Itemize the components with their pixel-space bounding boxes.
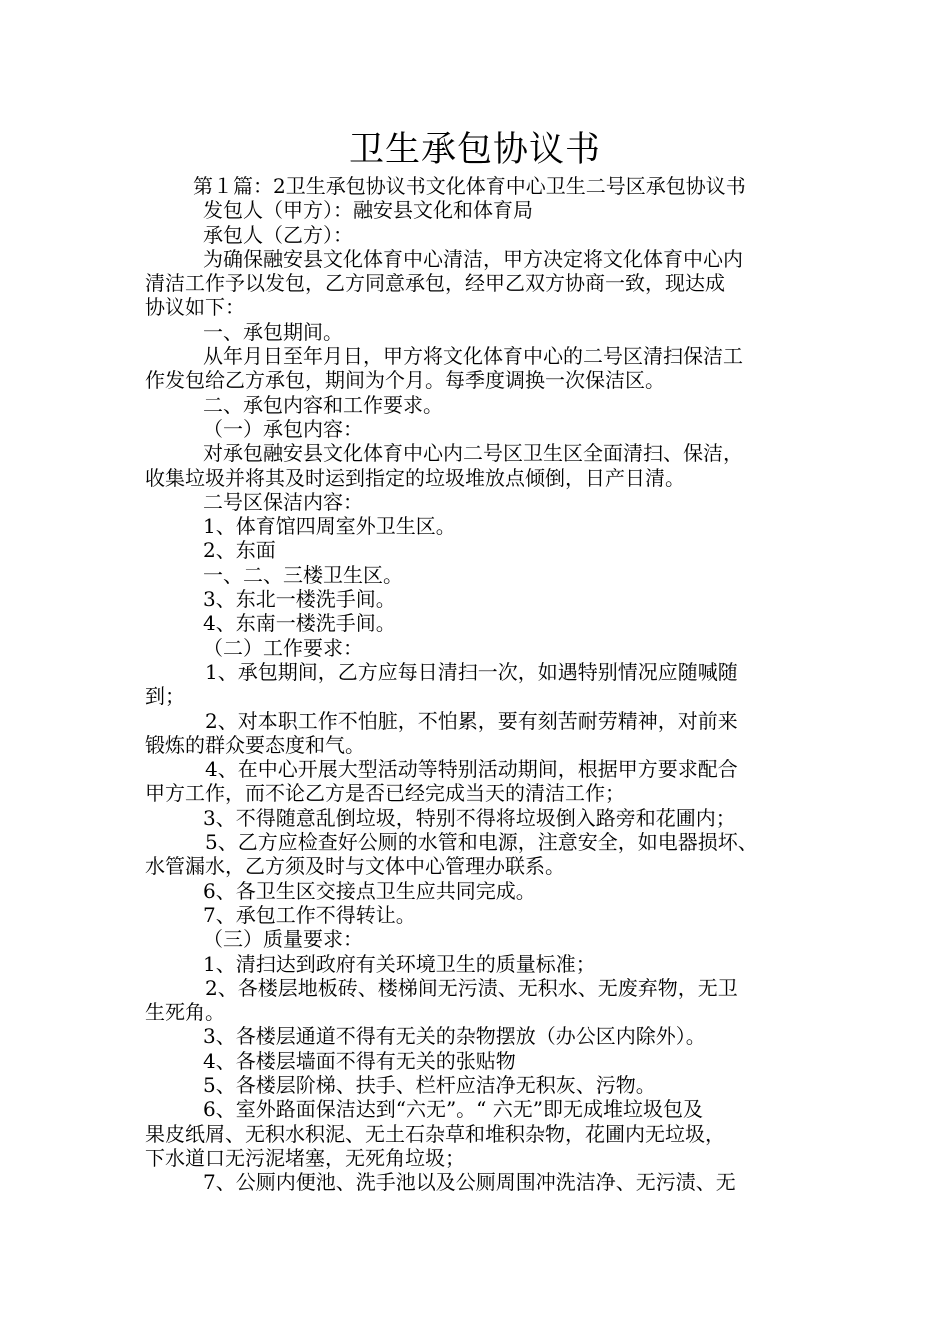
paragraph-line: （三）质量要求： xyxy=(203,927,363,952)
paragraph-line: 二号区保洁内容： xyxy=(203,489,363,514)
paragraph-line: 4、在中心开展大型活动等特别活动期间，根据甲方要求配合 xyxy=(205,757,738,782)
paragraph-line: 从年月日至年月日，甲方将文化体育中心的二号区清扫保洁工 xyxy=(203,344,743,369)
paragraph-line: 锻炼的群众要态度和气。 xyxy=(145,732,365,757)
paragraph-line: 协议如下： xyxy=(145,295,245,320)
paragraph-line: 为确保融安县文化体育中心清洁，甲方决定将文化体育中心内 xyxy=(203,246,743,271)
paragraph-line: 一、承包期间。 xyxy=(203,319,343,344)
paragraph-line: 4、各楼层墙面不得有无关的张贴物 xyxy=(203,1048,516,1073)
paragraph-line: 水管漏水，乙方须及时与文体中心管理办联系。 xyxy=(145,854,565,879)
paragraph-line: （二）工作要求： xyxy=(203,635,363,660)
paragraph-line: 5、乙方应检查好公厕的水管和电源，注意安全，如电器损坏、 xyxy=(205,830,758,855)
paragraph-line: 对承包融安县文化体育中心内二号区卫生区全面清扫、保洁， xyxy=(203,441,743,466)
paragraph-line: 作发包给乙方承包，期间为个月。每季度调换一次保洁区。 xyxy=(145,368,665,393)
paragraph-line: 到； xyxy=(145,684,185,709)
document-title: 卫生承包协议书 xyxy=(348,130,601,170)
paragraph-line: 7、公厕内便池、洗手池以及公厕周围冲洗洁净、无污渍、无 xyxy=(203,1170,736,1195)
paragraph-line: 3、东北一楼洗手间。 xyxy=(203,587,396,612)
paragraph-line: 二、承包内容和工作要求。 xyxy=(203,392,443,417)
paragraph-line: 承包人（乙方）： xyxy=(203,222,353,247)
paragraph-line: 3、不得随意乱倒垃圾，特别不得将垃圾倒入路旁和花圃内； xyxy=(203,805,736,830)
paragraph-line: 2、对本职工作不怕脏，不怕累，要有刻苦耐劳精神，对前来 xyxy=(205,708,738,733)
paragraph-line: 一、二、三楼卫生区。 xyxy=(203,562,403,587)
paragraph-line: 7、承包工作不得转让。 xyxy=(203,902,416,927)
document-body xyxy=(145,174,810,1194)
paragraph-line: 2、东面 xyxy=(203,538,276,563)
paragraph-line: 1、承包期间，乙方应每日清扫一次，如遇特别情况应随喊随 xyxy=(205,659,738,684)
paragraph-line: 3、各楼层通道不得有无关的杂物摆放（办公区内除外）。 xyxy=(203,1024,706,1049)
paragraph-line: 生死角。 xyxy=(145,1000,225,1025)
paragraph-line: 4、东南一楼洗手间。 xyxy=(203,611,396,636)
paragraph-line: 收集垃圾并将其及时运到指定的垃圾堆放点倾倒，日产日清。 xyxy=(145,465,685,490)
paragraph-line: 1、体育馆四周室外卫生区。 xyxy=(203,514,456,539)
paragraph-line: 5、各楼层阶梯、扶手、栏杆应洁净无积灰、污物。 xyxy=(203,1072,656,1097)
paragraph-line: 2、各楼层地板砖、楼梯间无污渍、无积水、无废弃物，无卫 xyxy=(205,975,738,1000)
paragraph-line: （一）承包内容： xyxy=(203,416,363,441)
paragraph-line: 第１篇：2卫生承包协议书文化体育中心卫生二号区承包协议书 xyxy=(193,174,746,198)
paragraph-line: 发包人（甲方）：融安县文化和体育局 xyxy=(203,198,533,223)
paragraph-line: 清洁工作予以发包，乙方同意承包，经甲乙双方协商一致，现达成 xyxy=(145,271,725,296)
paragraph-line: 6、各卫生区交接点卫生应共同完成。 xyxy=(203,878,536,903)
paragraph-line: 6、室外路面保洁达到“六无”。“ 六无”即无成堆垃圾包及 xyxy=(203,1097,703,1122)
paragraph-line: 果皮纸屑、无积水积泥、无土石杂草和堆积杂物，花圃内无垃圾， xyxy=(145,1121,725,1146)
paragraph-line: 1、清扫达到政府有关环境卫生的质量标准； xyxy=(203,951,596,976)
paragraph-line: 下水道口无污泥堵塞，无死角垃圾； xyxy=(145,1145,465,1170)
paragraph-line: 甲方工作，而不论乙方是否已经完成当天的清洁工作； xyxy=(145,781,625,806)
